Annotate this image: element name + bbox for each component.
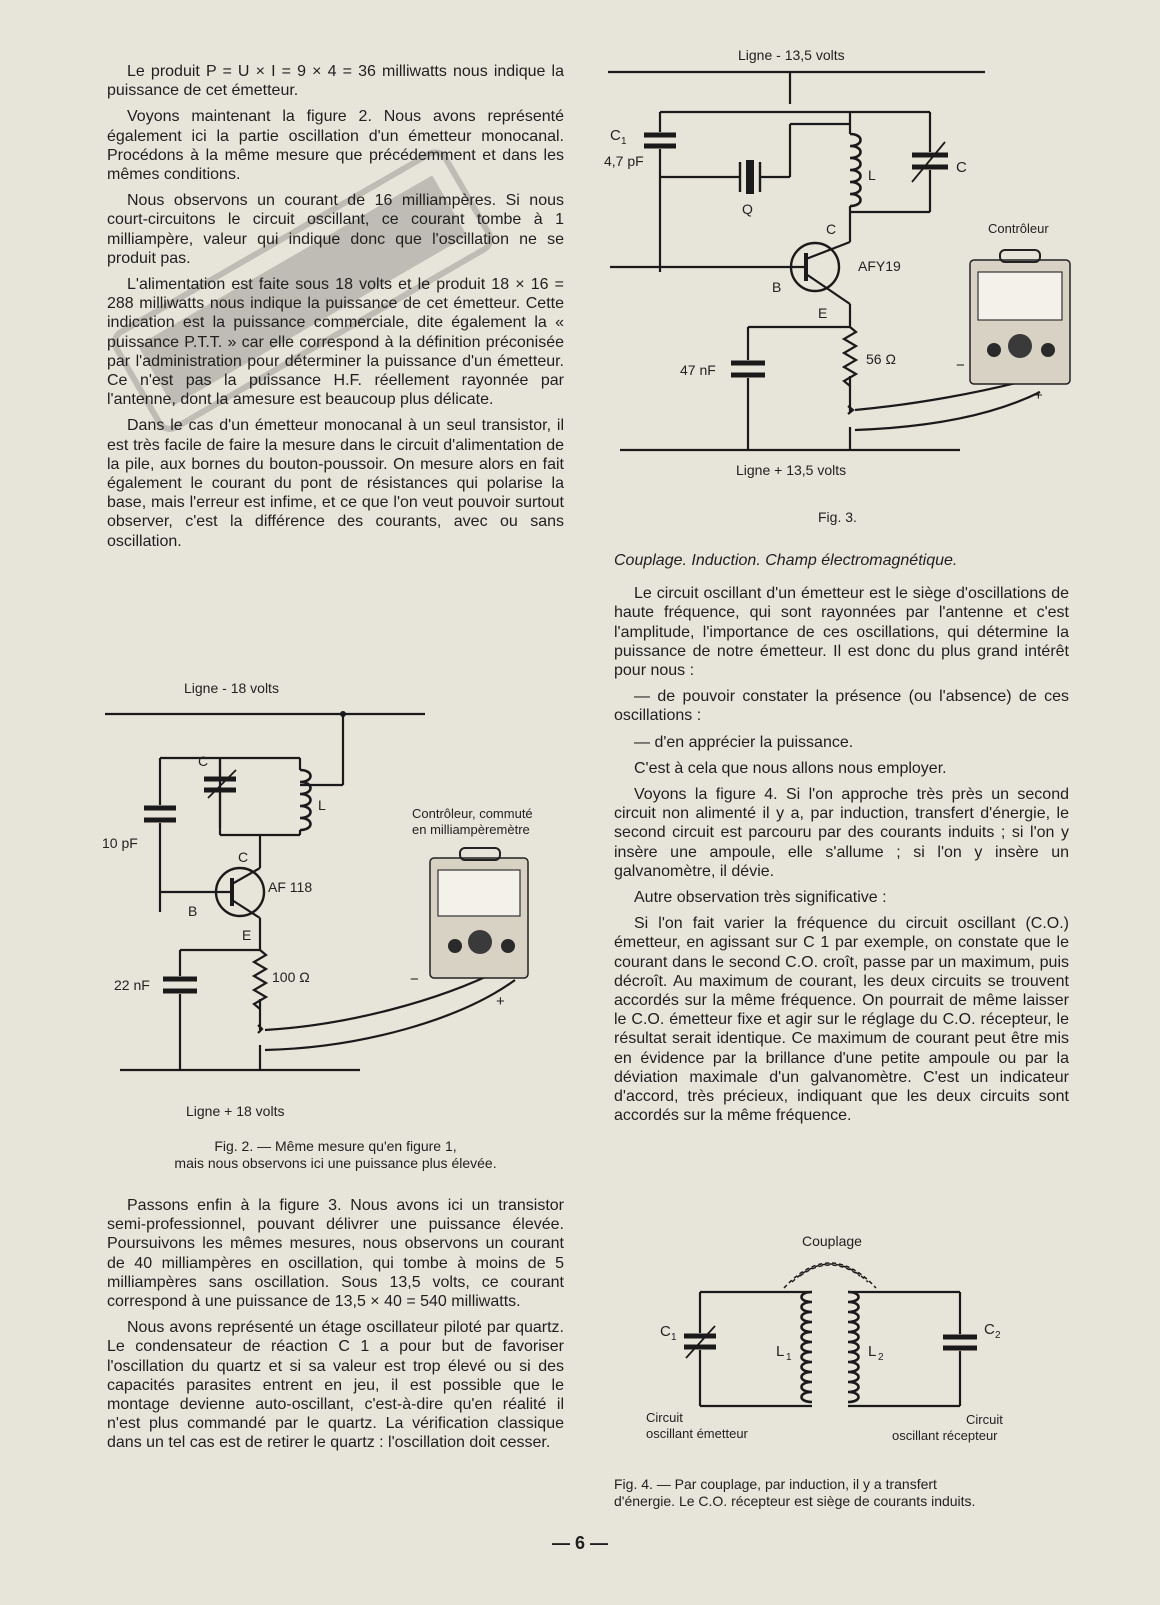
svg-text:10 pF: 10 pF [102,835,138,851]
paragraph: Nous avons représenté un étage oscillateur piloté par quartz. Le condensateur de réaction C 1 a pour but de favoriser l'oscillation du quartz et si sa valeur est trop élevé ou si des capacités parasites entrent en jeu, il est possible que le montage devienne auto-oscillant, c'est-à-dire qu'en réalité il n'est plus commandé par le quartz. La vérification classique dans un tel cas est de retirer le quartz : l'oscillation doit cesser. [107,1319,564,1452]
svg-text:56 Ω: 56 Ω [866,351,896,367]
figure-3-circuit [600,42,1120,532]
caption-line: Fig. 4. — Par couplage, par induction, il y a transfert [614,1476,937,1492]
svg-text:C: C [826,221,837,237]
svg-text:C: C [660,1323,671,1340]
svg-text:L: L [868,167,876,183]
paragraph: Si l'on fait varier la fréquence du circuit oscillant (C.O.) émetteur, en agissant sur C 1 par exemple, on constate que le courant dans le second C.O. croît, passe par un maximum, puis décroît. Au maximum de courant, les deux circuits se trouvent accordés sur la même fréquence. On pourrait de même laisser le C.O. émetteur fixe et agir sur le réglage du C.O. récepteur, le résultat serait identique. Ce maximum de courant peut être mis en évidence par la brillance d'une petite ampoule ou par la déviation maximale d'un galvanomètre. C'est un indicateur d'accord, très précieux, indiquant que les deux circuits sont accordés sur la même fréquence. [614,915,1069,1125]
paragraph: Autre observation très significative : [634,889,887,907]
page-number: — 6 — [551,1533,608,1553]
svg-text:Contrôleur, commuté: Contrôleur, commuté [412,806,533,821]
svg-text:B: B [772,279,782,295]
svg-text:L: L [776,1343,785,1360]
svg-text:22 nF: 22 nF [114,977,150,993]
svg-text:−: − [410,971,419,988]
svg-text:1: 1 [621,136,627,147]
fig2-top-line-label: Ligne - 18 volts [184,680,279,696]
svg-text:1: 1 [786,1352,792,1363]
svg-text:100 Ω: 100 Ω [272,969,310,985]
paragraph: — d'en apprécier la puissance. [634,733,854,751]
svg-text:1: 1 [671,1332,677,1343]
svg-text:Fig. 3.: Fig. 3. [818,509,857,525]
svg-text:en milliampèremètre: en milliampèremètre [412,822,530,837]
svg-text:C: C [198,753,209,769]
figure-2-circuit [100,680,570,1140]
svg-text:AFY19: AFY19 [858,258,901,274]
paragraph: — de pouvoir constater la présence (ou l'absence) de ces oscillations : [614,688,1069,725]
svg-text:C: C [610,127,621,144]
paragraph: Nous observons un courant de 16 milliampères. Si nous court-circuitons le circuit oscillant, ce courant tombe à 1 milliampère, valeur qui indique donc que l'oscillation ne se produit pas. [107,192,564,267]
paragraph: Le produit P = U × I = 9 × 4 = 36 milliwatts nous indique la puissance de cet émetteur. [107,63,564,100]
svg-text:Circuit: Circuit [966,1412,1003,1427]
svg-text:C: C [956,159,967,176]
svg-text:B: B [188,903,198,919]
right-column [614,551,1069,1132]
svg-text:+: + [496,993,505,1010]
svg-text:L: L [318,797,326,813]
svg-text:2: 2 [878,1352,884,1363]
svg-text:C: C [984,1321,995,1338]
paragraph: C'est à cela que nous allons nous employer. [634,759,947,777]
figure-4-coupling [630,1228,1060,1478]
paragraph: Le circuit oscillant d'un émetteur est le siège d'oscillations de haute fréquence, qui sont rayonnées par l'antenne et c'est l'amplitude, l'importance de ces oscillations, qui détermine la puissance de notre émetteur. Il est donc du plus grand intérêt pour nous : [614,585,1069,680]
svg-text:Ligne - 13,5 volts: Ligne - 13,5 volts [738,47,845,63]
caption-line: mais nous observons ici une puissance plus élevée. [174,1155,497,1171]
svg-text:4,7 pF: 4,7 pF [604,153,644,169]
caption-line: Fig. 2. — Même mesure qu'en figure 1, [214,1138,457,1154]
svg-text:−: − [956,357,965,374]
svg-text:C: C [238,849,249,865]
section-title: Couplage. Induction. Champ électromagnétique. [614,552,958,569]
caption-line: d'énergie. Le C.O. récepteur est siège de courants induits. [614,1493,976,1509]
paragraph: Voyons la figure 4. Si l'on approche très près un second circuit non alimenté il y a, par induction, transfert d'énergie, le second circuit est parcouru par des courants induits ; si l'on y insère une ampoule, elle s'allume ; si l'on y insère un galvanomètre, il dévie. [614,786,1069,880]
svg-text:Circuit: Circuit [646,1410,683,1425]
svg-text:L: L [868,1343,877,1360]
svg-text:AF 118: AF 118 [268,879,313,895]
figure-4-caption [614,1476,1069,1510]
svg-text:+: + [1034,387,1043,404]
svg-text:2: 2 [995,1330,1001,1341]
paragraph: L'alimentation est faite sous 18 volts et le produit 18 × 16 = 288 milliwatts nous indique la puissance de cet émetteur. Cette indication est la puissance commerciale, dite également la « puissance P.T.T. » car elle correspond à la définition préconisée par l'administration pour déterminer la puissance d'un émetteur. Ce n'est pas la puissance H.F. réellement rayonnée par l'antenne, dont la amesure est beaucoup plus délicate. [107,276,564,409]
svg-text:E: E [818,305,828,321]
svg-text:Couplage: Couplage [802,1233,862,1249]
svg-text:Ligne + 18 volts: Ligne + 18 volts [186,1103,285,1119]
figure-2-caption [107,1138,564,1172]
svg-text:47 nF: 47 nF [680,362,716,378]
paragraph: Dans le cas d'un émetteur monocanal à un seul transistor, il est très facile de faire la mesure dans le circuit d'alimentation de la pile, aux bornes du bouton-poussoir. On mesure alors en fait également le courant du pont de résistances qui polarise la base, mais l'erreur est infime, et ce que l'on veut pouvoir surtout observer, c'est la différence des courants, avec ou sans oscillation. [107,417,564,550]
paragraph: Voyons maintenant la figure 2. Nous avons représenté également ici la partie oscillation d'un émetteur monocanal. Procédons à la même mesure que précédemment et dans les mêmes conditions. [107,108,564,184]
left-column-bottom [107,1196,564,1460]
paragraph: Passons enfin à la figure 3. Nous avons ici un transistor semi-professionnel, pouvant délivrer une puissance élevée. Poursuivons les mêmes mesures, nous observons un courant de 40 milliampères en oscillation, qui tombe à moins de 5 milliampères sans oscillation. Sous 13,5 volts, ce courant correspond à une puissance de 13,5 × 40 = 540 milliwatts. [107,1197,564,1311]
left-column-top [107,62,564,558]
svg-text:oscillant récepteur: oscillant récepteur [892,1428,998,1443]
svg-text:Q: Q [742,201,753,217]
svg-text:oscillant émetteur: oscillant émetteur [646,1426,748,1441]
svg-text:E: E [242,927,252,943]
svg-text:Ligne + 13,5 volts: Ligne + 13,5 volts [736,462,847,478]
svg-text:Contrôleur: Contrôleur [988,221,1049,236]
